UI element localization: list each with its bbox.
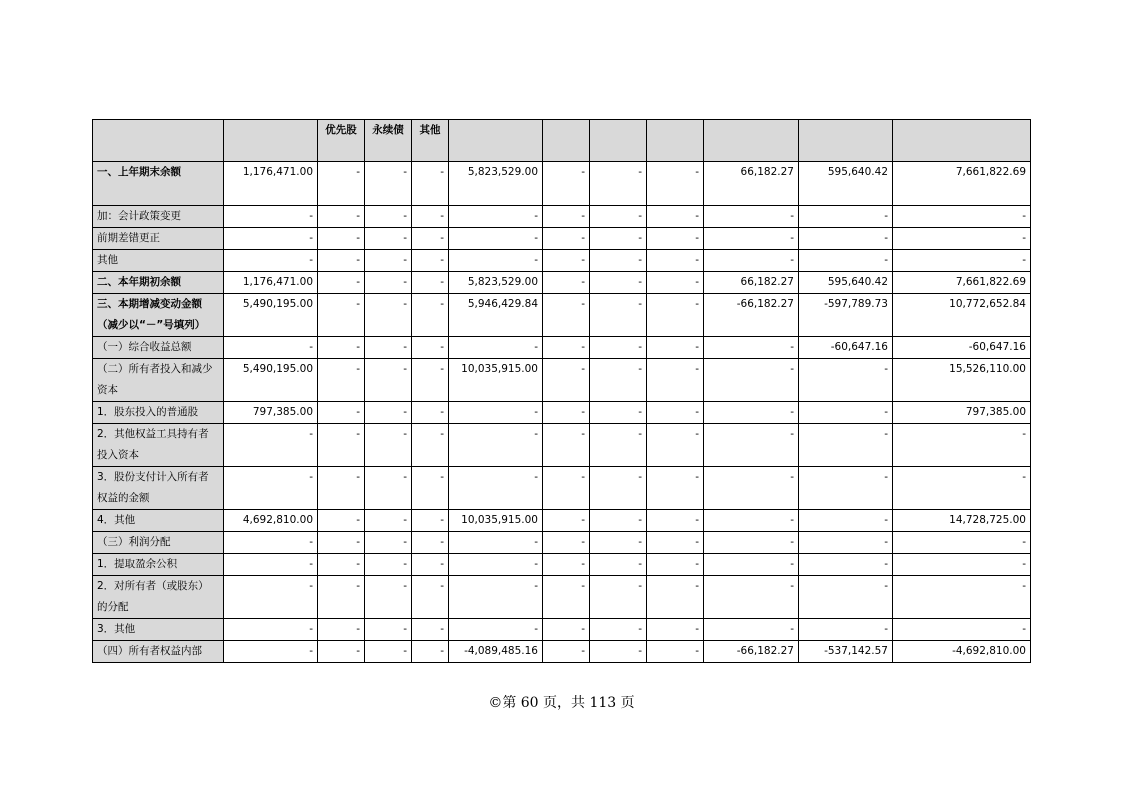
value-cell: - xyxy=(449,337,543,359)
header-cell xyxy=(799,120,893,162)
value-cell: - xyxy=(318,206,365,228)
table-row xyxy=(93,162,1031,206)
value-cell: - xyxy=(543,359,590,402)
page-number-footer: ©第 60 页，共 113 页 xyxy=(488,695,635,711)
value-cell: - xyxy=(543,576,590,619)
value-cell: - xyxy=(365,228,412,250)
header-cell: 优先股 xyxy=(318,120,365,162)
value-cell: - xyxy=(365,619,412,641)
row-label: 3．股份支付计入所有者权益的金额 xyxy=(93,467,224,510)
value-cell: - xyxy=(647,402,704,424)
value-cell: - xyxy=(704,510,799,532)
header-cell xyxy=(449,120,543,162)
table-row xyxy=(93,337,1031,359)
value-cell: - xyxy=(224,337,318,359)
value-cell: - xyxy=(449,250,543,272)
value-cell: - xyxy=(449,554,543,576)
value-cell: - xyxy=(449,532,543,554)
row-label: 前期差错更正 xyxy=(93,228,224,250)
table-row xyxy=(93,250,1031,272)
value-cell: 5,823,529.00 xyxy=(449,162,543,206)
value-cell: - xyxy=(799,576,893,619)
row-label: 2．其他权益工具持有者投入资本 xyxy=(93,424,224,467)
value-cell: - xyxy=(449,576,543,619)
row-label: 三、本期增减变动金额（减少以“－”号填列） xyxy=(93,294,224,337)
value-cell: - xyxy=(704,554,799,576)
value-cell: - xyxy=(704,576,799,619)
value-cell: 66,182.27 xyxy=(704,162,799,206)
value-cell: - xyxy=(543,424,590,467)
value-cell: - xyxy=(224,619,318,641)
value-cell: - xyxy=(449,467,543,510)
value-cell: - xyxy=(543,206,590,228)
table-row xyxy=(93,510,1031,532)
value-cell: - xyxy=(799,359,893,402)
value-cell: -60,647.16 xyxy=(893,337,1031,359)
row-label: 其他 xyxy=(93,250,224,272)
value-cell: - xyxy=(412,228,449,250)
value-cell: - xyxy=(799,206,893,228)
value-cell: - xyxy=(412,641,449,663)
value-cell: - xyxy=(318,424,365,467)
value-cell: - xyxy=(543,250,590,272)
value-cell: - xyxy=(893,424,1031,467)
value-cell: - xyxy=(412,337,449,359)
row-label: （二）所有者投入和减少资本 xyxy=(93,359,224,402)
value-cell: - xyxy=(318,576,365,619)
value-cell: - xyxy=(799,532,893,554)
value-cell: - xyxy=(590,402,647,424)
table-row xyxy=(93,272,1031,294)
value-cell: - xyxy=(449,228,543,250)
value-cell: - xyxy=(318,402,365,424)
value-cell: - xyxy=(590,294,647,337)
row-label: 4．其他 xyxy=(93,510,224,532)
header-cell xyxy=(543,120,590,162)
header-cell xyxy=(590,120,647,162)
header-cell: 永续债 xyxy=(365,120,412,162)
row-label: 2．对所有者（或股东）的分配 xyxy=(93,576,224,619)
value-cell: - xyxy=(449,619,543,641)
table-row xyxy=(93,641,1031,663)
value-cell: - xyxy=(412,510,449,532)
value-cell: -66,182.27 xyxy=(704,294,799,337)
value-cell: - xyxy=(412,576,449,619)
row-label: （一）综合收益总额 xyxy=(93,337,224,359)
value-cell: - xyxy=(543,554,590,576)
value-cell: - xyxy=(365,337,412,359)
value-cell: - xyxy=(590,250,647,272)
value-cell: - xyxy=(224,641,318,663)
row-label: 1．提取盈余公积 xyxy=(93,554,224,576)
value-cell: - xyxy=(590,532,647,554)
value-cell: - xyxy=(365,532,412,554)
value-cell: - xyxy=(543,337,590,359)
value-cell: 7,661,822.69 xyxy=(893,272,1031,294)
row-label: 一、上年期末余额 xyxy=(93,162,224,206)
value-cell: - xyxy=(412,554,449,576)
value-cell: - xyxy=(224,576,318,619)
value-cell: -4,692,810.00 xyxy=(893,641,1031,663)
header-cell xyxy=(893,120,1031,162)
value-cell: - xyxy=(799,250,893,272)
value-cell: - xyxy=(543,162,590,206)
value-cell: - xyxy=(449,424,543,467)
value-cell: - xyxy=(590,206,647,228)
value-cell: 4,692,810.00 xyxy=(224,510,318,532)
value-cell: - xyxy=(704,619,799,641)
value-cell: - xyxy=(543,532,590,554)
value-cell: - xyxy=(647,250,704,272)
value-cell: - xyxy=(647,424,704,467)
value-cell: - xyxy=(704,337,799,359)
value-cell: - xyxy=(647,576,704,619)
value-cell: - xyxy=(318,510,365,532)
value-cell: -537,142.57 xyxy=(799,641,893,663)
value-cell: - xyxy=(543,228,590,250)
value-cell: - xyxy=(412,294,449,337)
value-cell: - xyxy=(412,619,449,641)
value-cell: - xyxy=(590,619,647,641)
value-cell: - xyxy=(704,228,799,250)
value-cell: - xyxy=(543,294,590,337)
value-cell: - xyxy=(647,467,704,510)
value-cell: - xyxy=(590,510,647,532)
value-cell: - xyxy=(590,424,647,467)
value-cell: - xyxy=(893,619,1031,641)
header-cell xyxy=(93,120,224,162)
value-cell: 1,176,471.00 xyxy=(224,162,318,206)
table-row xyxy=(93,532,1031,554)
value-cell: - xyxy=(543,402,590,424)
value-cell: - xyxy=(412,272,449,294)
table-row xyxy=(93,402,1031,424)
value-cell: - xyxy=(647,272,704,294)
value-cell: - xyxy=(224,532,318,554)
value-cell: - xyxy=(224,228,318,250)
value-cell: - xyxy=(318,294,365,337)
value-cell: 15,526,110.00 xyxy=(893,359,1031,402)
value-cell: - xyxy=(704,532,799,554)
value-cell: - xyxy=(365,641,412,663)
value-cell: - xyxy=(412,402,449,424)
value-cell: - xyxy=(647,641,704,663)
value-cell: - xyxy=(365,510,412,532)
value-cell: - xyxy=(893,532,1031,554)
value-cell: - xyxy=(365,162,412,206)
value-cell: 5,490,195.00 xyxy=(224,294,318,337)
value-cell: - xyxy=(318,532,365,554)
value-cell: - xyxy=(318,619,365,641)
value-cell: - xyxy=(893,206,1031,228)
value-cell: - xyxy=(224,424,318,467)
value-cell: - xyxy=(365,467,412,510)
value-cell: 1,176,471.00 xyxy=(224,272,318,294)
value-cell: - xyxy=(365,272,412,294)
value-cell: - xyxy=(647,228,704,250)
value-cell: - xyxy=(412,206,449,228)
value-cell: - xyxy=(412,532,449,554)
value-cell: 595,640.42 xyxy=(799,272,893,294)
value-cell: - xyxy=(590,228,647,250)
value-cell: - xyxy=(799,619,893,641)
value-cell: - xyxy=(318,641,365,663)
value-cell: - xyxy=(704,424,799,467)
value-cell: 5,946,429.84 xyxy=(449,294,543,337)
value-cell: - xyxy=(318,228,365,250)
value-cell: -66,182.27 xyxy=(704,641,799,663)
row-label: （四）所有者权益内部 xyxy=(93,641,224,663)
value-cell: - xyxy=(365,250,412,272)
value-cell: 797,385.00 xyxy=(224,402,318,424)
value-cell: - xyxy=(590,641,647,663)
value-cell: 66,182.27 xyxy=(704,272,799,294)
value-cell: - xyxy=(449,402,543,424)
table-row xyxy=(93,359,1031,402)
value-cell: - xyxy=(365,294,412,337)
value-cell: - xyxy=(893,467,1031,510)
value-cell: - xyxy=(799,424,893,467)
value-cell: - xyxy=(224,554,318,576)
table-row xyxy=(93,619,1031,641)
value-cell: - xyxy=(365,402,412,424)
value-cell: - xyxy=(318,272,365,294)
table-header-row xyxy=(93,120,1031,162)
value-cell: - xyxy=(799,510,893,532)
table-row xyxy=(93,576,1031,619)
row-label: 二、本年期初余额 xyxy=(93,272,224,294)
value-cell: 595,640.42 xyxy=(799,162,893,206)
value-cell: - xyxy=(590,554,647,576)
value-cell: - xyxy=(365,554,412,576)
value-cell: - xyxy=(412,467,449,510)
value-cell: - xyxy=(543,467,590,510)
value-cell: - xyxy=(647,294,704,337)
value-cell: - xyxy=(893,228,1031,250)
value-cell: - xyxy=(224,467,318,510)
value-cell: - xyxy=(590,467,647,510)
value-cell: - xyxy=(704,206,799,228)
value-cell: 5,490,195.00 xyxy=(224,359,318,402)
row-label: 3．其他 xyxy=(93,619,224,641)
value-cell: - xyxy=(704,402,799,424)
value-cell: - xyxy=(647,359,704,402)
value-cell: 14,728,725.00 xyxy=(893,510,1031,532)
value-cell: - xyxy=(224,206,318,228)
row-label: 加：会计政策变更 xyxy=(93,206,224,228)
value-cell: - xyxy=(647,532,704,554)
value-cell: - xyxy=(647,510,704,532)
value-cell: - xyxy=(647,337,704,359)
value-cell: - xyxy=(799,402,893,424)
header-cell xyxy=(647,120,704,162)
value-cell: - xyxy=(893,576,1031,619)
value-cell: - xyxy=(590,576,647,619)
value-cell: - xyxy=(449,206,543,228)
value-cell: - xyxy=(318,554,365,576)
value-cell: - xyxy=(365,359,412,402)
value-cell: - xyxy=(704,467,799,510)
value-cell: - xyxy=(365,576,412,619)
value-cell: 10,035,915.00 xyxy=(449,510,543,532)
table-row xyxy=(93,467,1031,510)
value-cell: 7,661,822.69 xyxy=(893,162,1031,206)
value-cell: - xyxy=(318,162,365,206)
value-cell: - xyxy=(365,206,412,228)
header-cell xyxy=(704,120,799,162)
value-cell: - xyxy=(543,619,590,641)
value-cell: - xyxy=(412,359,449,402)
value-cell: - xyxy=(412,250,449,272)
table-row xyxy=(93,554,1031,576)
value-cell: - xyxy=(318,359,365,402)
header-cell xyxy=(224,120,318,162)
value-cell: - xyxy=(647,162,704,206)
table-row xyxy=(93,228,1031,250)
value-cell: - xyxy=(318,337,365,359)
value-cell: - xyxy=(704,359,799,402)
equity-change-table xyxy=(92,119,1031,663)
row-label: 1．股东投入的普通股 xyxy=(93,402,224,424)
value-cell: - xyxy=(590,359,647,402)
value-cell: - xyxy=(412,162,449,206)
value-cell: - xyxy=(799,467,893,510)
value-cell: - xyxy=(365,424,412,467)
value-cell: - xyxy=(590,337,647,359)
value-cell: - xyxy=(893,250,1031,272)
table-row xyxy=(93,424,1031,467)
value-cell: -4,089,485.16 xyxy=(449,641,543,663)
value-cell: 10,035,915.00 xyxy=(449,359,543,402)
header-cell: 其他 xyxy=(412,120,449,162)
value-cell: - xyxy=(704,250,799,272)
value-cell: - xyxy=(893,554,1031,576)
value-cell: - xyxy=(799,554,893,576)
table-row xyxy=(93,206,1031,228)
value-cell: 10,772,652.84 xyxy=(893,294,1031,337)
value-cell: - xyxy=(647,206,704,228)
value-cell: - xyxy=(543,272,590,294)
value-cell: - xyxy=(799,228,893,250)
value-cell: - xyxy=(590,162,647,206)
value-cell: -60,647.16 xyxy=(799,337,893,359)
value-cell: - xyxy=(543,510,590,532)
value-cell: 797,385.00 xyxy=(893,402,1031,424)
table-row xyxy=(93,294,1031,337)
row-label: （三）利润分配 xyxy=(93,532,224,554)
value-cell: - xyxy=(318,250,365,272)
value-cell: -597,789.73 xyxy=(799,294,893,337)
value-cell: 5,823,529.00 xyxy=(449,272,543,294)
value-cell: - xyxy=(412,424,449,467)
value-cell: - xyxy=(224,250,318,272)
value-cell: - xyxy=(318,467,365,510)
value-cell: - xyxy=(590,272,647,294)
value-cell: - xyxy=(543,641,590,663)
value-cell: - xyxy=(647,554,704,576)
value-cell: - xyxy=(647,619,704,641)
